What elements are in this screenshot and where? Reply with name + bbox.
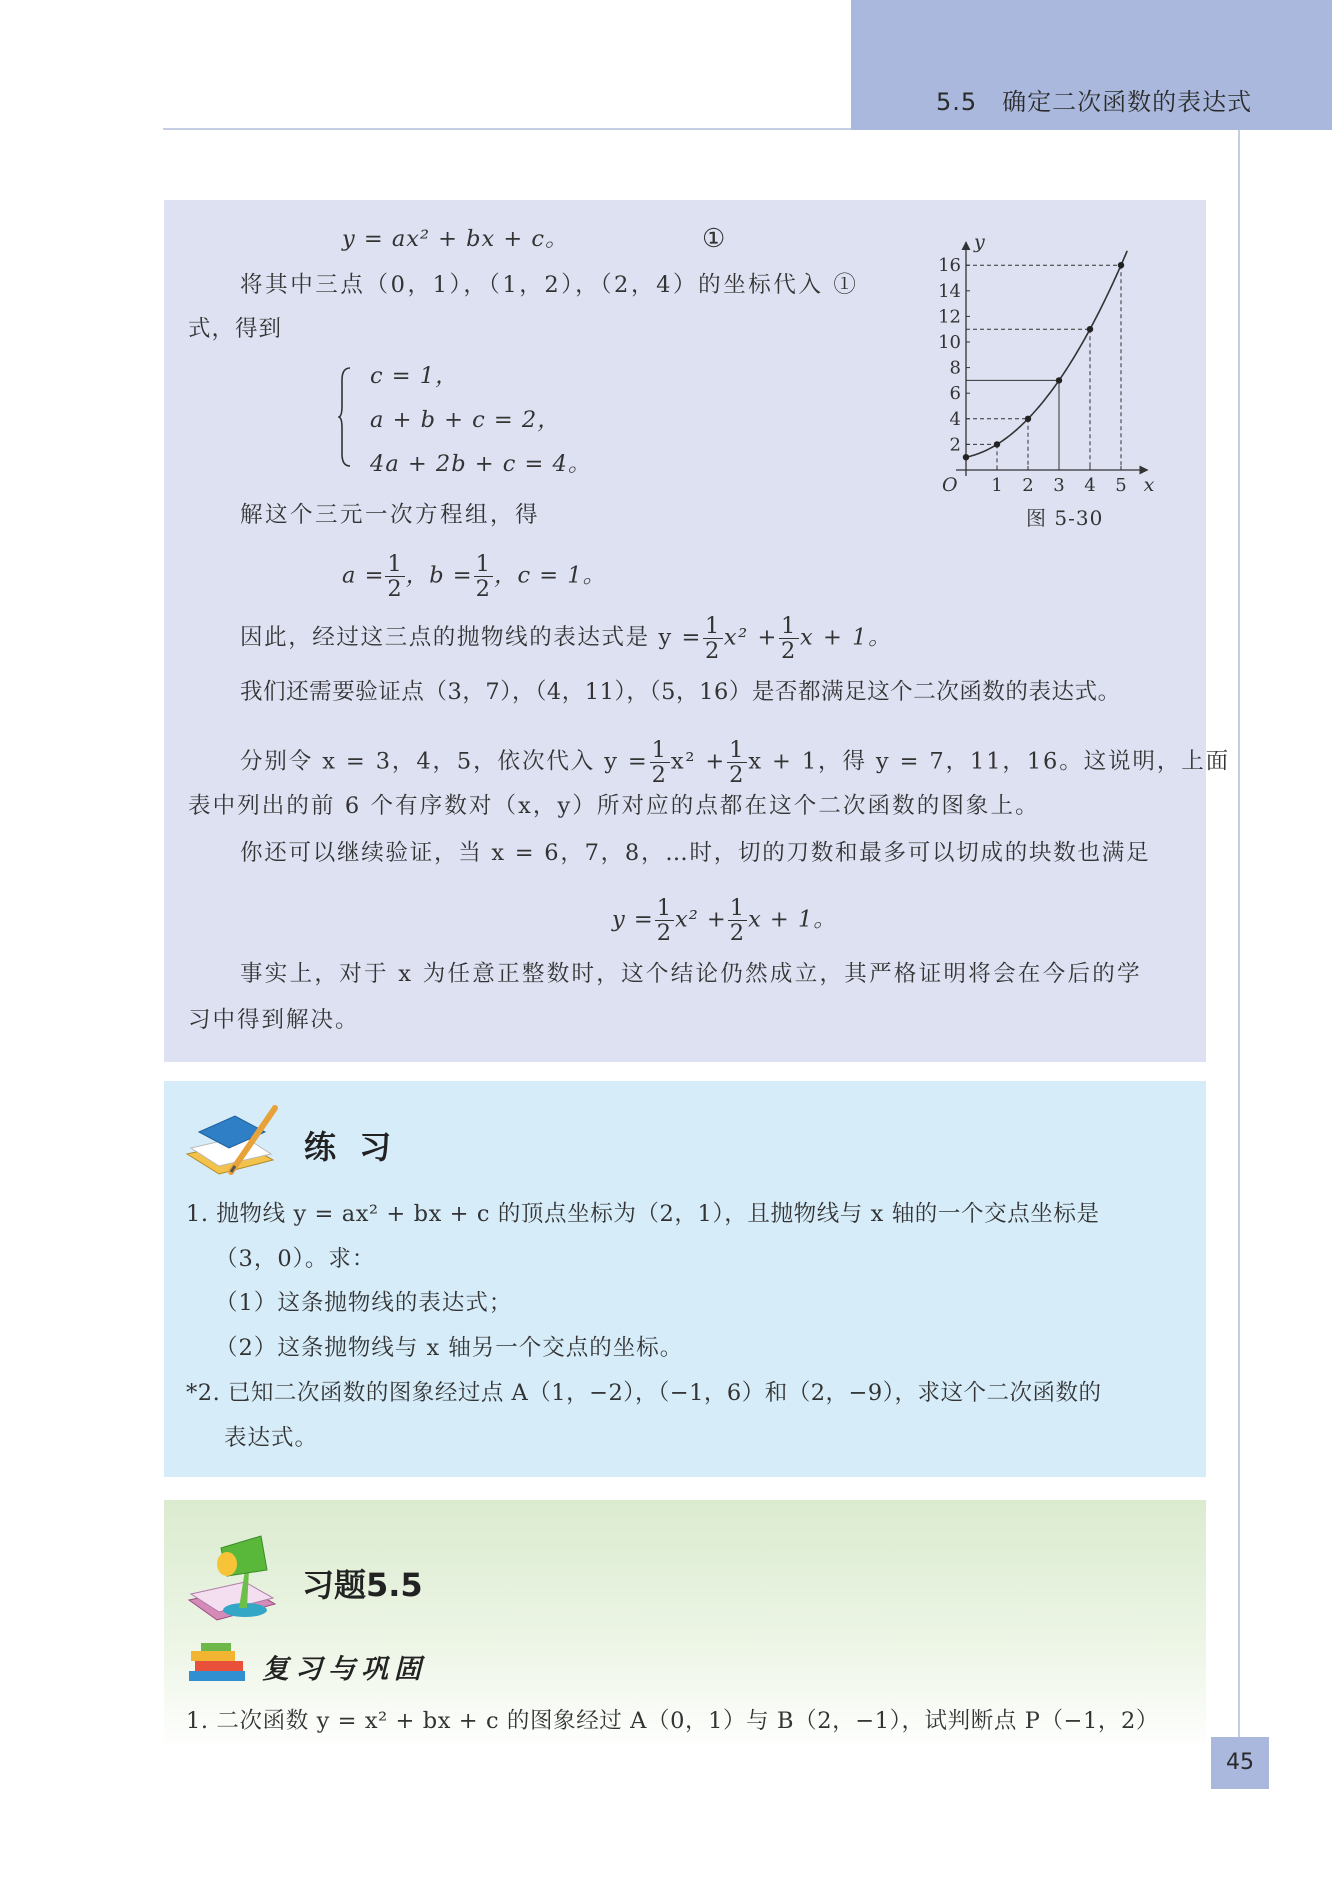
text-line-verify: 我们还需要验证点（3，7），（4，11），（5，16）是否都满足这个二次函数的表达式。 bbox=[240, 679, 1121, 705]
desk-lamp-book-icon bbox=[183, 1530, 283, 1630]
y-tick-label: 10 bbox=[938, 332, 961, 353]
text-line-continue: 你还可以继续验证，当 x = 6，7，8，…时，切的刀数和最多可以切成的块数也满足 bbox=[240, 840, 1151, 866]
text-line-end: 习中得到解决。 bbox=[188, 1007, 360, 1033]
x-tick-label: 1 bbox=[991, 475, 1003, 496]
practice-title: 练 习 bbox=[304, 1128, 398, 1166]
header-rule bbox=[163, 128, 851, 130]
exercise-title: 习题5.5 bbox=[302, 1566, 423, 1604]
data-point bbox=[1056, 377, 1062, 383]
x-tick-label: 3 bbox=[1053, 475, 1065, 496]
text-line-pairs: 表中列出的前 6 个有序数对（x，y）所对应的点都在这个二次函数的图象上。 bbox=[188, 793, 1040, 819]
text-line-substitute: 将其中三点（0，1），（1，2），（2，4）的坐标代入 ① bbox=[240, 272, 859, 298]
y-tick-label: 2 bbox=[949, 434, 961, 456]
page-number: 45 bbox=[1211, 1737, 1269, 1789]
data-points bbox=[963, 262, 1124, 460]
equation-system-brace bbox=[338, 366, 352, 468]
system-eq-1: c = 1， bbox=[370, 363, 459, 389]
books-stack-icon bbox=[185, 1641, 251, 1685]
y-axis-label: y bbox=[974, 231, 985, 253]
figure-caption: 图 5-30 bbox=[1026, 506, 1104, 530]
guide-lines bbox=[966, 265, 1121, 470]
text-line-fact: 事实上，对于 x 为任意正整数时，这个结论仍然成立，其严格证明将会在今后的学 bbox=[240, 961, 1142, 987]
origin-label: O bbox=[942, 474, 958, 496]
text-line-substitute-values: 分别令 x = 3，4，5，依次代入 y = $\frac{1}{2}$ x² + $\frac{1}{2}$ x + 1，得 y = 7，11，16。这说明，上面 bbox=[240, 737, 1231, 788]
x-tick-label: 5 bbox=[1115, 475, 1127, 496]
books-pencil-icon bbox=[183, 1102, 283, 1180]
parabola-chart bbox=[930, 226, 1200, 526]
y-tick-label: 6 bbox=[949, 383, 961, 405]
x-tick-label: 4 bbox=[1084, 475, 1096, 496]
y-tick-label: 4 bbox=[949, 408, 961, 430]
data-point bbox=[1118, 262, 1124, 268]
equation-mark: ① bbox=[702, 224, 727, 254]
data-point bbox=[963, 454, 969, 460]
practice-q1-part2: （2）这条抛物线与 x 轴另一个交点的坐标。 bbox=[215, 1335, 684, 1361]
y-tick-label: 12 bbox=[938, 306, 961, 328]
practice-q1-line1: 1. 抛物线 y = ax² + bx + c 的顶点坐标为（2，1），且抛物线与 x 轴的一个交点坐标是 bbox=[186, 1201, 1100, 1227]
y-tick-label: 8 bbox=[949, 357, 961, 379]
data-point bbox=[1025, 416, 1031, 422]
system-eq-2: a + b + c = 2， bbox=[370, 407, 561, 433]
practice-q2-line1: *2. 已知二次函数的图象经过点 A（1，−2），（−1，6）和（2，−9），求这个二次函数的 bbox=[186, 1380, 1102, 1406]
system-eq-3: 4a + 2b + c = 4。 bbox=[370, 451, 592, 477]
x-tick-label: 2 bbox=[1022, 475, 1034, 496]
parabola-curve bbox=[966, 251, 1127, 457]
solution-line: a = $\frac{1}{2}$ ，b = $\frac{1}{2}$ ，c = 1。 bbox=[342, 551, 607, 602]
x-axis-label: x bbox=[1143, 474, 1155, 496]
margin-rule bbox=[1238, 130, 1240, 1740]
text-line-solve: 解这个三元一次方程组，得 bbox=[240, 502, 541, 528]
equation-general: y = ax² + bx + c。 bbox=[342, 226, 569, 252]
section-title: 5.5 确定二次函数的表达式 bbox=[936, 88, 1253, 116]
data-point bbox=[994, 441, 1000, 447]
review-subtitle: 复习与巩固 bbox=[262, 1654, 427, 1685]
practice-q2-line2: 表达式。 bbox=[224, 1425, 319, 1451]
data-point bbox=[1087, 326, 1093, 332]
exercise-q1: 1. 二次函数 y = x² + bx + c 的图象经过 A（0，1）与 B（2，−1），试判断点 P（−1，2） bbox=[186, 1708, 1160, 1734]
text-line-formula: 式，得到 bbox=[188, 316, 283, 342]
y-tick-label: 16 bbox=[938, 255, 961, 277]
text-line-result: 因此，经过这三点的抛物线的表达式是 y = $\frac{1}{2}$ x² + $\frac{1}{2}$ x + 1。 bbox=[240, 613, 893, 664]
practice-q1-part1: （1）这条抛物线的表达式； bbox=[215, 1290, 513, 1316]
formula-final: y = $\frac{1}{2}$ x² + $\frac{1}{2}$ x + 1。 bbox=[612, 895, 837, 946]
practice-q1-line2: （3，0）。求： bbox=[215, 1246, 376, 1272]
y-tick-label: 14 bbox=[938, 280, 961, 302]
